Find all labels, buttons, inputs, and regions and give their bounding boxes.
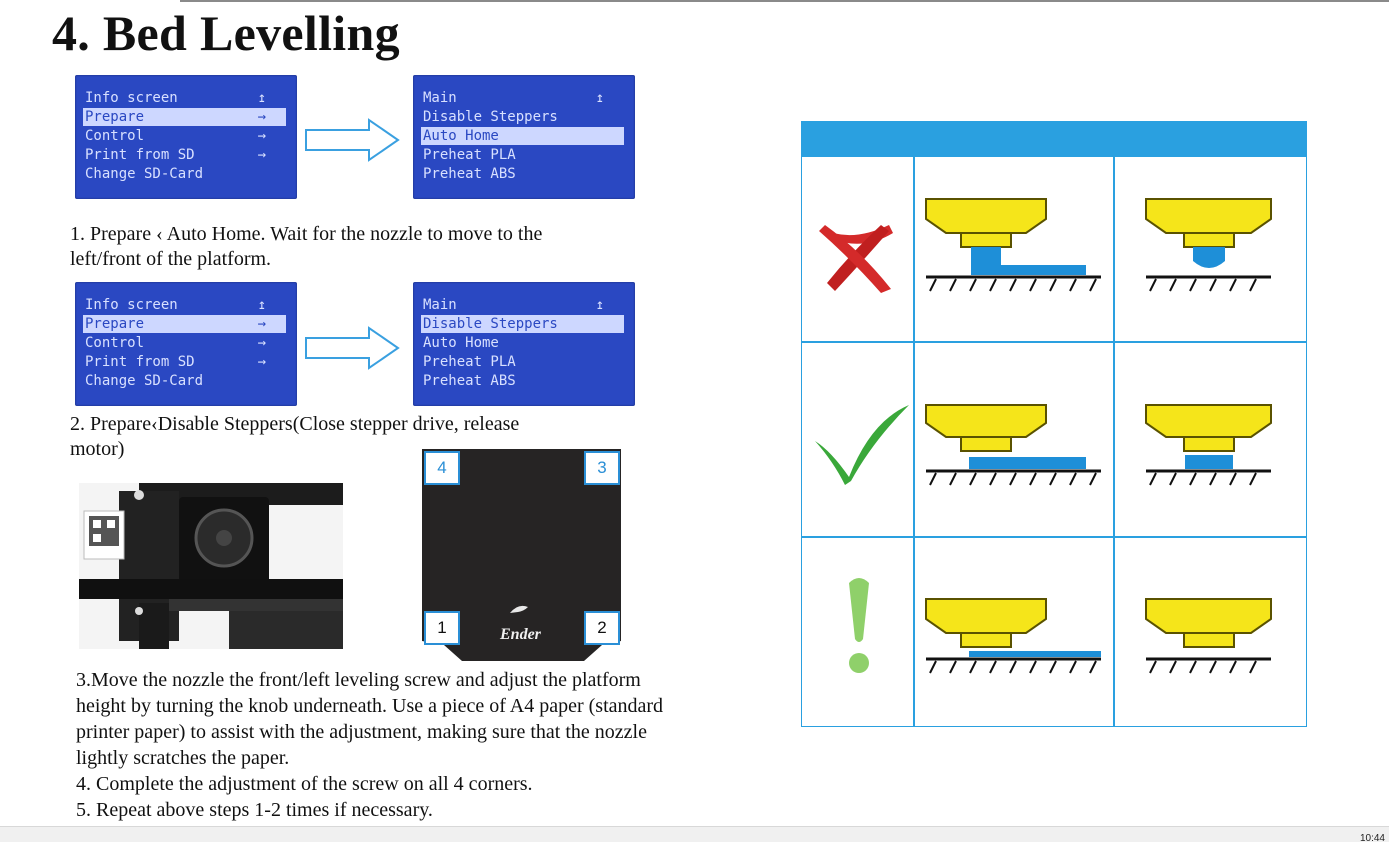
lcd-row: Main ↥ bbox=[423, 297, 604, 313]
top-divider bbox=[180, 0, 1389, 2]
lcd-row: Print from SD → bbox=[85, 147, 266, 163]
lcd-row: Auto Home bbox=[423, 335, 499, 351]
step2-text: 2. Prepare‹Disable Steppers(Close stepper drive, release motor) bbox=[70, 413, 520, 460]
printer-hotend-illustration bbox=[79, 483, 343, 649]
lcd-main-menu-1 bbox=[413, 75, 635, 199]
lcd-row: Change SD-Card bbox=[85, 166, 204, 182]
step1-text: 1. Prepare ‹ Auto Home. Wait for the nozzle to move to the left/front of the platform. bbox=[70, 223, 543, 270]
page-title: 4. Bed Levelling bbox=[52, 5, 400, 61]
lcd-row: Print from SD → bbox=[85, 354, 266, 370]
right-arrow-icon bbox=[303, 325, 401, 371]
taskbar-clock: 10:44 bbox=[1359, 833, 1385, 844]
lcd-row: Preheat ABS bbox=[423, 373, 516, 389]
lcd-row: Change SD-Card bbox=[85, 373, 204, 389]
lcd-row: Info screen ↥ bbox=[85, 297, 266, 313]
lcd-row-selected: Auto Home bbox=[421, 127, 624, 145]
lcd-row: Preheat PLA bbox=[423, 354, 516, 370]
lcd-row-selected: Prepare → bbox=[83, 108, 286, 126]
lcd-prepare-menu-2 bbox=[75, 282, 297, 406]
lcd-row: Main ↥ bbox=[423, 90, 604, 106]
taskbar bbox=[0, 826, 1389, 842]
lcd-main-menu-2 bbox=[413, 282, 635, 406]
print-bed bbox=[422, 449, 621, 661]
printer-photo bbox=[79, 483, 343, 649]
corner-marker-3: 3 bbox=[584, 451, 620, 485]
lcd-row-selected: Prepare → bbox=[83, 315, 286, 333]
lcd-row: Control → bbox=[85, 128, 266, 144]
lcd-row: Control → bbox=[85, 335, 266, 351]
ender-logo: Ender bbox=[500, 626, 541, 643]
lcd-row: Disable Steppers bbox=[423, 109, 558, 125]
lcd-row: Preheat PLA bbox=[423, 147, 516, 163]
lcd-row: Preheat ABS bbox=[423, 166, 516, 182]
corner-marker-4: 4 bbox=[424, 451, 460, 485]
lcd-prepare-menu-1 bbox=[75, 75, 297, 199]
lcd-row: Info screen ↥ bbox=[85, 90, 266, 106]
corner-marker-1: 1 bbox=[424, 611, 460, 645]
right-arrow-icon bbox=[303, 117, 401, 163]
lcd-row-selected: Disable Steppers bbox=[421, 315, 624, 333]
corner-marker-2: 2 bbox=[584, 611, 620, 645]
step3-5-text: 3.Move the nozzle the front/left leveling screw and adjust the platform height by turning the knob underneath. Use a piece of A4 paper (standard printer paper) to assist with the adjustment, making sure that the nozzle lightly scratches the paper. 4. Complete the adjustment of the screw on all 4 corners. 5. Repeat above steps 1-2 times if necessary. bbox=[76, 669, 664, 821]
first-layer-reference-grid bbox=[801, 121, 1307, 727]
